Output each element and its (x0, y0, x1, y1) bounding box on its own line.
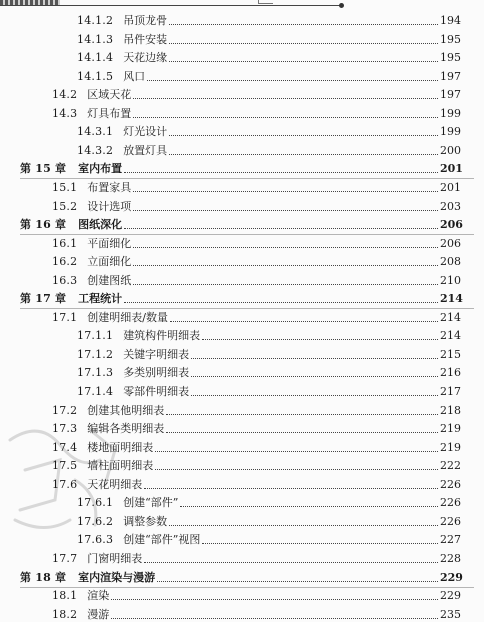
dot-leader (144, 561, 438, 563)
toc-entry-title: 工程统计 (78, 292, 123, 306)
dot-leader (202, 542, 438, 544)
dot-leader (169, 42, 438, 44)
toc-entry-number: 17.1 (52, 310, 78, 324)
toc-section-row[interactable] (0, 418, 484, 436)
toc-section-row[interactable] (0, 103, 484, 121)
toc-entry-number: 17.6.3 (77, 533, 114, 547)
dot-leader (202, 338, 438, 340)
toc-section-row[interactable] (0, 604, 484, 622)
dot-leader (169, 153, 438, 155)
toc-entry-number: 17.1.3 (77, 366, 114, 380)
dot-leader (111, 617, 438, 619)
toc-section-row[interactable] (0, 400, 484, 418)
dot-leader (124, 227, 438, 229)
dot-leader (124, 301, 438, 303)
toc-page-number: 229 (440, 570, 463, 584)
toc-entry-number: 17.4 (52, 440, 78, 454)
dot-leader (133, 209, 438, 211)
toc-page-number: 235 (440, 607, 461, 621)
toc-page-number: 227 (440, 533, 461, 547)
toc-page-number: 214 (440, 329, 461, 343)
toc-entry-title: 天花明细表 (87, 477, 143, 491)
toc-section-row[interactable] (0, 492, 484, 510)
toc-entry-number: 18.1 (52, 589, 78, 603)
dot-leader (166, 431, 438, 433)
dot-leader (180, 505, 438, 507)
toc-page-number: 226 (440, 496, 461, 510)
toc-entry-number: 第 18 章 (20, 570, 67, 584)
dot-leader (144, 487, 438, 489)
toc-page-number: 197 (440, 88, 461, 102)
toc-entry-title: 立面细化 (87, 255, 132, 269)
dot-leader (133, 264, 438, 266)
toc-entry-number: 17.1.2 (77, 347, 114, 361)
toc-section-row[interactable] (0, 529, 484, 547)
toc-section-row[interactable] (0, 548, 484, 566)
toc-page-number: 216 (440, 366, 461, 380)
toc-entry-number: 第 17 章 (20, 292, 67, 306)
toc-entry-title: 创建图纸 (87, 273, 132, 287)
page-header-rule (0, 0, 345, 8)
toc-page-number: 208 (440, 255, 461, 269)
toc-page-number: 226 (440, 514, 461, 528)
toc-entry-number: 14.3 (52, 106, 78, 120)
toc-section-row[interactable] (0, 196, 484, 214)
toc-entry-number: 第 16 章 (20, 218, 67, 232)
dot-leader (133, 283, 438, 285)
toc-section-row[interactable] (0, 511, 484, 529)
toc-page-number: 200 (440, 143, 461, 157)
toc-page-number: 206 (440, 236, 461, 250)
toc-entry-title: 布置家具 (87, 180, 132, 194)
toc-entry-number: 17.5 (52, 459, 78, 473)
toc-entry-title: 室内布置 (78, 162, 123, 176)
toc-section-row[interactable] (0, 177, 484, 195)
toc-entry-title: 风口 (123, 69, 146, 83)
toc-page-number: 218 (440, 403, 461, 417)
toc-section-row[interactable] (0, 140, 484, 158)
toc-page-number: 219 (440, 422, 461, 436)
toc-entry-number: 14.3.1 (77, 125, 114, 139)
toc-entry-number: 17.2 (52, 403, 78, 417)
toc-entry-title: 创建“部件”视图 (123, 533, 201, 547)
dot-leader (191, 375, 438, 377)
dot-leader (169, 524, 438, 526)
toc-entry-title: 灯光设计 (123, 125, 168, 139)
toc-page-number: 214 (440, 292, 463, 306)
toc-page-number: 219 (440, 440, 461, 454)
toc-entry-number: 17.6 (52, 477, 78, 491)
toc-entry-title: 区域天花 (87, 88, 132, 102)
toc-entry-title: 创建明细表/数量 (87, 310, 169, 324)
dot-leader (155, 468, 438, 470)
toc-entry-title: 墙柱面明细表 (87, 459, 154, 473)
toc-entry-number: 14.3.2 (77, 143, 114, 157)
toc-page-number: 195 (440, 51, 461, 65)
toc-section-row[interactable] (0, 270, 484, 288)
toc-section-row[interactable] (0, 362, 484, 380)
dot-leader (191, 394, 438, 396)
toc-page-number: 217 (440, 385, 461, 398)
dot-leader (124, 171, 438, 173)
toc-section-row[interactable] (0, 251, 484, 269)
toc-page-number: 199 (440, 106, 461, 120)
toc-entry-number: 18.2 (52, 607, 78, 621)
toc-section-row[interactable] (0, 66, 484, 84)
toc-page-number: 206 (440, 218, 463, 232)
dot-leader (191, 357, 438, 359)
dot-leader (133, 246, 438, 248)
dot-leader (133, 190, 438, 192)
dot-leader (170, 320, 438, 322)
toc-entry-title: 建筑构件明细表 (123, 329, 201, 343)
toc-entry-number: 14.1.3 (77, 32, 114, 46)
toc-chapter-row[interactable] (0, 214, 484, 232)
toc-entry-number: 16.2 (52, 255, 78, 269)
toc-entry-number: 15.2 (52, 199, 78, 213)
dot-leader (166, 413, 438, 415)
toc-entry-title: 渲染 (87, 589, 110, 603)
dot-leader (169, 60, 438, 62)
toc-section-row[interactable] (0, 455, 484, 473)
header-mark (258, 0, 273, 4)
toc-entry-number: 16.3 (52, 273, 78, 287)
toc-entry-title: 零部件明细表 (123, 385, 190, 398)
toc-page-number: 226 (440, 477, 461, 491)
toc-page-number: 199 (440, 125, 461, 139)
toc-entry-title: 放置灯具 (123, 143, 168, 157)
toc-entry-title: 设计选项 (87, 199, 132, 213)
toc-page-number: 222 (440, 459, 461, 473)
toc-page-number: 210 (440, 273, 461, 287)
toc-section-row[interactable] (0, 29, 484, 47)
toc-entry-title: 漫游 (87, 607, 110, 621)
toc-entry-title: 楼地面明细表 (87, 440, 154, 454)
dot-leader (147, 79, 438, 81)
toc-section-row[interactable] (0, 437, 484, 455)
toc-page-number: 201 (440, 180, 461, 194)
toc-section-row[interactable] (0, 10, 484, 28)
toc-entry-title: 图纸深化 (78, 218, 123, 232)
toc-chapter-row[interactable] (0, 288, 484, 306)
toc-entry-number: 17.3 (52, 422, 78, 436)
toc-entry-title: 创建“部件” (123, 496, 179, 510)
toc-section-row[interactable] (0, 121, 484, 139)
toc-entry-title: 创建其他明细表 (87, 403, 165, 417)
toc-entry-number: 17.1.1 (77, 329, 114, 343)
toc-entry-title: 门窗明细表 (87, 551, 143, 565)
dot-leader (111, 598, 438, 600)
toc-entry-title: 编辑各类明细表 (87, 422, 165, 436)
toc-entry-number: 16.1 (52, 236, 78, 250)
toc-entry-title: 关键字明细表 (123, 347, 190, 361)
toc-section-row[interactable] (0, 233, 484, 251)
toc-chapter-row[interactable] (0, 567, 484, 585)
toc-entry-number: 17.6.2 (77, 514, 114, 528)
dot-leader (169, 134, 438, 136)
toc-entry-title: 多类别明细表 (123, 366, 190, 380)
toc-entry-number: 第 15 章 (20, 162, 67, 176)
toc-entry-title: 吊顶龙骨 (123, 14, 168, 27)
dot-leader (133, 116, 438, 118)
toc-page-number: 203 (440, 199, 461, 213)
toc-entry-number: 17.7 (52, 551, 78, 565)
toc-page-number: 195 (440, 32, 461, 46)
toc-section-row[interactable] (0, 47, 484, 65)
toc-page-number: 201 (440, 162, 463, 176)
toc-page-number: 228 (440, 551, 461, 565)
dot-leader (133, 97, 438, 99)
toc-section-row[interactable] (0, 585, 484, 603)
toc-chapter-row[interactable] (0, 158, 484, 176)
toc-section-row[interactable] (0, 325, 484, 343)
toc-page-number: 229 (440, 589, 461, 603)
toc-entry-title: 吊件安装 (123, 32, 168, 46)
dot-leader (155, 450, 438, 452)
toc-entry-title: 平面细化 (87, 236, 132, 250)
toc-section-row[interactable] (0, 474, 484, 492)
toc-page-number: 194 (440, 14, 461, 27)
toc-section-row[interactable] (0, 344, 484, 362)
toc-entry-number: 15.1 (52, 180, 78, 194)
toc-entry-number: 14.1.4 (77, 51, 114, 65)
toc-entry-title: 室内渲染与漫游 (78, 570, 156, 584)
toc-entry-title: 调整参数 (123, 514, 168, 528)
toc-entry-title: 灯具布置 (87, 106, 132, 120)
toc-section-row[interactable] (0, 381, 484, 399)
toc-entry-number: 14.1.2 (77, 14, 114, 27)
toc-page-number: 197 (440, 69, 461, 83)
header-dot (339, 3, 344, 8)
toc-page-number: 214 (440, 310, 461, 324)
toc-page-number: 215 (440, 347, 461, 361)
toc-entry-number: 14.2 (52, 88, 78, 102)
toc-entry-number: 14.1.5 (77, 69, 114, 83)
toc-section-row[interactable] (0, 84, 484, 102)
toc-entry-number: 17.6.1 (77, 496, 114, 510)
header-line (0, 5, 342, 6)
dot-leader (157, 580, 438, 582)
toc-section-row[interactable] (0, 307, 484, 325)
toc-entry-number: 17.1.4 (77, 385, 114, 398)
toc-entry-title: 天花边缘 (123, 51, 168, 65)
dot-leader (169, 23, 438, 25)
